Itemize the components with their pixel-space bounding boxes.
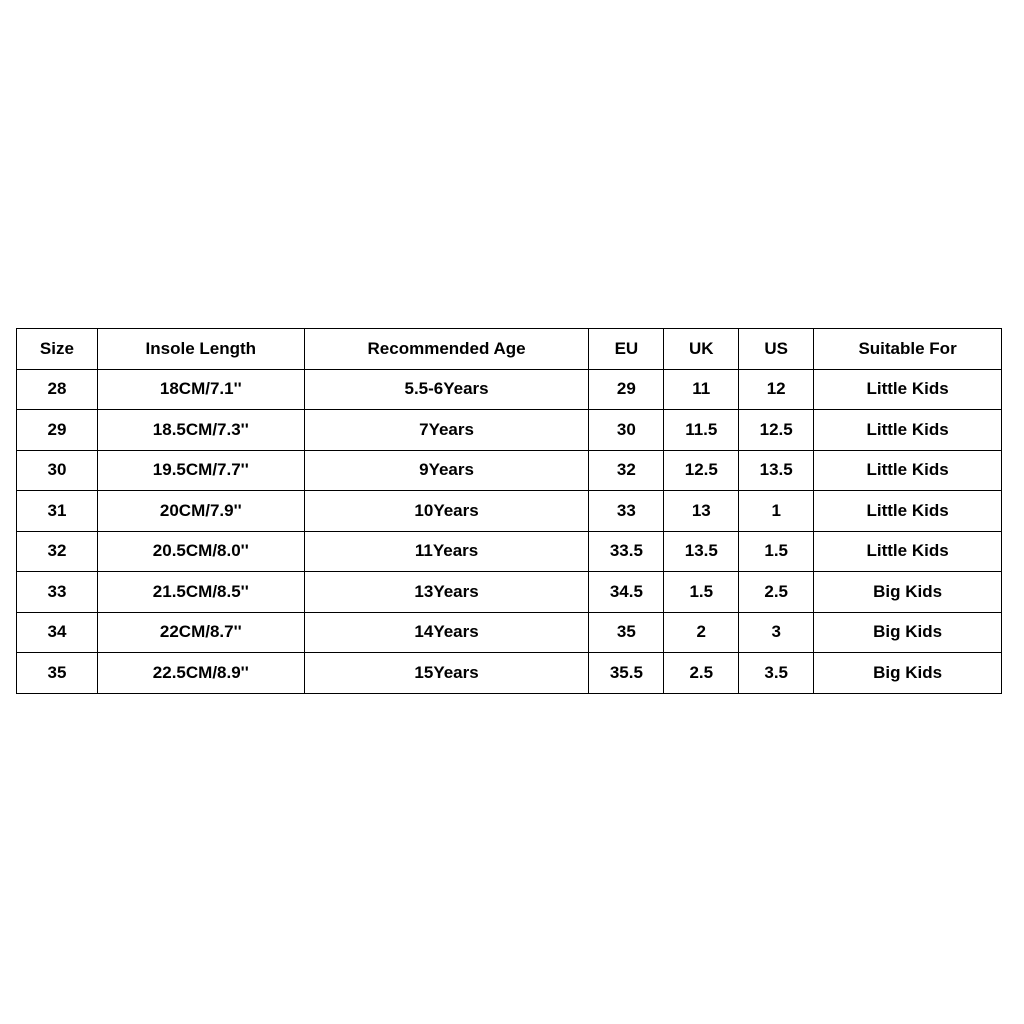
cell-uk: 13.5 — [664, 531, 739, 572]
table-row — [17, 450, 1002, 491]
cell-us: 13.5 — [739, 450, 814, 491]
cell-insole-length: 22CM/8.7'' — [97, 612, 304, 653]
table-row — [17, 369, 1002, 410]
cell-recommended-age: 9Years — [304, 450, 589, 491]
header-suitable-for: Suitable For — [814, 329, 1002, 370]
cell-eu: 33.5 — [589, 531, 664, 572]
cell-us: 2.5 — [739, 572, 814, 613]
header-row — [17, 329, 1002, 370]
cell-insole-length: 19.5CM/7.7'' — [97, 450, 304, 491]
cell-us: 3 — [739, 612, 814, 653]
cell-suitable-for: Big Kids — [814, 653, 1002, 694]
cell-eu: 35.5 — [589, 653, 664, 694]
cell-us: 3.5 — [739, 653, 814, 694]
cell-recommended-age: 11Years — [304, 531, 589, 572]
cell-suitable-for: Big Kids — [814, 612, 1002, 653]
cell-eu: 33 — [589, 491, 664, 532]
cell-insole-length: 21.5CM/8.5'' — [97, 572, 304, 613]
cell-us: 1.5 — [739, 531, 814, 572]
cell-eu: 29 — [589, 369, 664, 410]
cell-size: 35 — [17, 653, 98, 694]
table-row — [17, 531, 1002, 572]
table-row — [17, 612, 1002, 653]
header-us: US — [739, 329, 814, 370]
table-row — [17, 410, 1002, 451]
cell-size: 31 — [17, 491, 98, 532]
cell-recommended-age: 10Years — [304, 491, 589, 532]
header-insole-length: Insole Length — [97, 329, 304, 370]
cell-recommended-age: 14Years — [304, 612, 589, 653]
cell-uk: 2 — [664, 612, 739, 653]
cell-size: 32 — [17, 531, 98, 572]
cell-insole-length: 20CM/7.9'' — [97, 491, 304, 532]
cell-recommended-age: 15Years — [304, 653, 589, 694]
cell-eu: 35 — [589, 612, 664, 653]
cell-uk: 11 — [664, 369, 739, 410]
cell-uk: 11.5 — [664, 410, 739, 451]
cell-eu: 32 — [589, 450, 664, 491]
cell-size: 30 — [17, 450, 98, 491]
header-recommended-age: Recommended Age — [304, 329, 589, 370]
cell-uk: 1.5 — [664, 572, 739, 613]
cell-us: 12.5 — [739, 410, 814, 451]
cell-suitable-for: Little Kids — [814, 531, 1002, 572]
cell-size: 33 — [17, 572, 98, 613]
header-uk: UK — [664, 329, 739, 370]
cell-insole-length: 18CM/7.1'' — [97, 369, 304, 410]
cell-insole-length: 18.5CM/7.3'' — [97, 410, 304, 451]
table-row — [17, 491, 1002, 532]
header-eu: EU — [589, 329, 664, 370]
table-row — [17, 572, 1002, 613]
cell-us: 12 — [739, 369, 814, 410]
cell-recommended-age: 7Years — [304, 410, 589, 451]
cell-size: 34 — [17, 612, 98, 653]
cell-insole-length: 20.5CM/8.0'' — [97, 531, 304, 572]
cell-insole-length: 22.5CM/8.9'' — [97, 653, 304, 694]
cell-recommended-age: 5.5-6Years — [304, 369, 589, 410]
cell-uk: 12.5 — [664, 450, 739, 491]
cell-eu: 34.5 — [589, 572, 664, 613]
cell-uk: 13 — [664, 491, 739, 532]
header-size: Size — [17, 329, 98, 370]
cell-size: 28 — [17, 369, 98, 410]
cell-size: 29 — [17, 410, 98, 451]
cell-uk: 2.5 — [664, 653, 739, 694]
cell-suitable-for: Little Kids — [814, 369, 1002, 410]
table-row — [17, 653, 1002, 694]
cell-suitable-for: Little Kids — [814, 450, 1002, 491]
cell-us: 1 — [739, 491, 814, 532]
size-chart-table — [16, 328, 1002, 694]
cell-recommended-age: 13Years — [304, 572, 589, 613]
cell-suitable-for: Little Kids — [814, 410, 1002, 451]
cell-eu: 30 — [589, 410, 664, 451]
cell-suitable-for: Big Kids — [814, 572, 1002, 613]
cell-suitable-for: Little Kids — [814, 491, 1002, 532]
